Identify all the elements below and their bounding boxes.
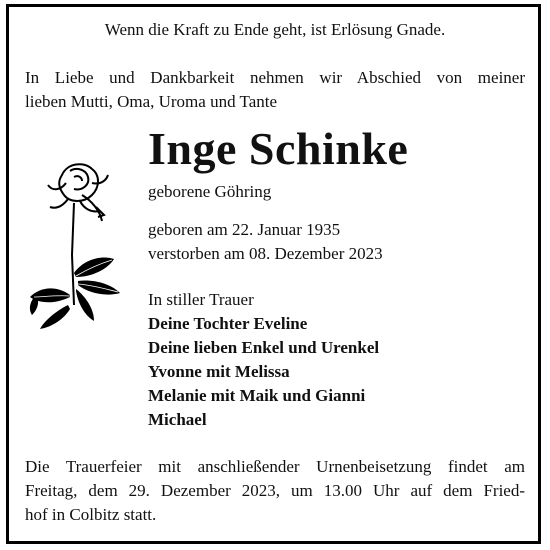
funeral-info <box>25 455 525 527</box>
motto: Wenn die Kraft zu Ende geht, ist Erlösung Gnade. <box>104 20 446 39</box>
funeral-line-3: hof in Colbitz statt. <box>25 505 157 524</box>
mourner-name: Yvonne mit Melissa <box>148 362 290 381</box>
maiden-name: geborene Göhring <box>148 182 272 201</box>
intro-line-2: lieben Mutti, Oma, Uroma und Tante <box>25 92 278 111</box>
intro-line-1: In Liebe und Dankbarkeit nehmen wir Abschied von meiner <box>25 68 525 87</box>
mourners <box>148 288 379 432</box>
mourner-name: Michael <box>148 410 207 429</box>
intro-text <box>25 66 525 114</box>
death-date: verstorben am 08. Dezember 2023 <box>148 244 383 263</box>
funeral-line-1: Die Trauerfeier mit anschließender Urnenbeisetzung findet am <box>25 457 525 476</box>
funeral-line-2: Freitag, dem 29. Dezember 2023, um 13.00 Uhr auf dem Fried- <box>25 481 525 500</box>
deceased-name: Inge Schinke <box>148 123 409 174</box>
mourner-name: Deine lieben Enkel und Urenkel <box>148 338 380 357</box>
life-dates <box>148 218 383 266</box>
birth-date: geboren am 22. Januar 1935 <box>148 220 341 239</box>
mourner-name: Melanie mit Maik und Gianni <box>148 386 366 405</box>
mourners-intro: In stiller Trauer <box>148 290 254 309</box>
rose-icon <box>22 155 132 330</box>
mourner-name: Deine Tochter Eveline <box>148 314 308 333</box>
